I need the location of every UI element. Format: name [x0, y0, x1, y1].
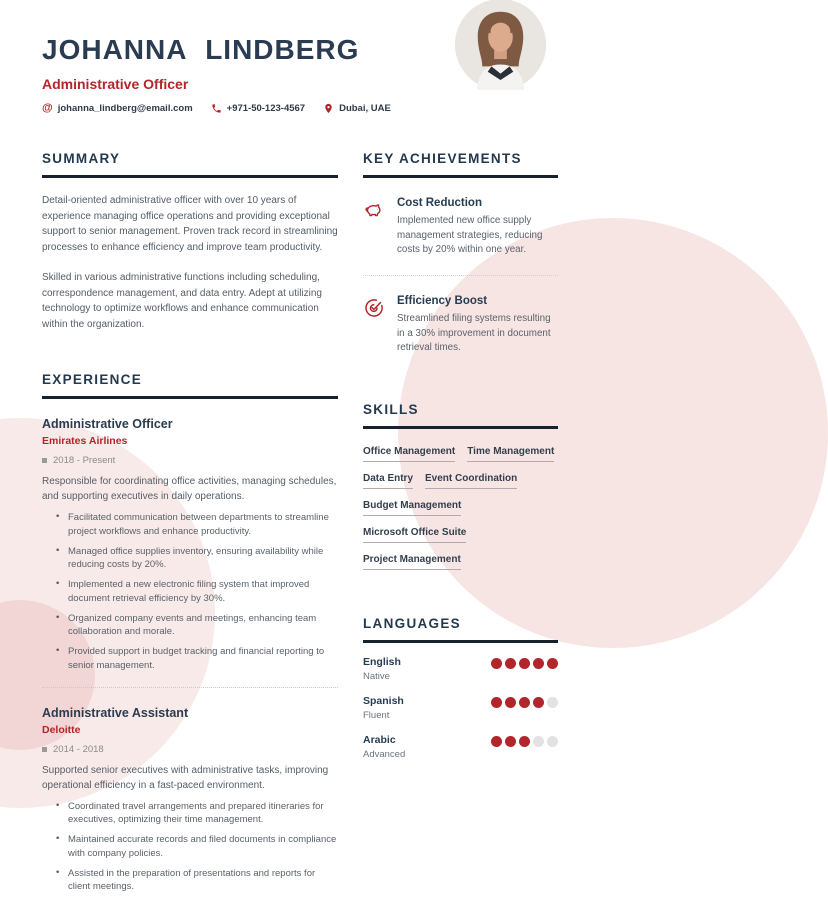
- job-bullet-list: [56, 511, 338, 673]
- job-bullet: • Provided support in budget tracking and financial reporting to senior management.: [56, 645, 338, 673]
- job-bullet: • Maintained accurate records and filed documents in compliance with company policies.: [56, 833, 338, 861]
- language-name: Spanish: [363, 695, 404, 708]
- achievement-content: [397, 295, 558, 356]
- achievements-divider: [363, 275, 558, 276]
- job-company: Deloitte: [42, 723, 81, 736]
- summary-paragraph: Skilled in various administrative functions including scheduling, correspondence management, and data entry. Adept at utilizing technology to optimize workflows and enhance communication within the organization.: [42, 272, 322, 330]
- skill-item: Office Management: [363, 446, 455, 462]
- heading-divider: [42, 175, 338, 178]
- language-level: Fluent: [363, 710, 390, 722]
- contact-row: [42, 102, 558, 114]
- resume-header: [0, 0, 600, 114]
- person-name: JOHANNA LINDBERG: [42, 34, 360, 65]
- experience-divider: [42, 687, 338, 688]
- target-check-icon: [363, 295, 385, 319]
- person-job-title: Administrative Officer: [42, 76, 189, 92]
- achievement-description: Streamlined filing systems resulting in a 30% improvement in document retrieval times.: [397, 313, 551, 354]
- job-dates-label: 2014 - 2018: [53, 743, 104, 755]
- language-level-dot: [491, 697, 502, 708]
- language-level-dot: [547, 658, 558, 669]
- language-level-dot: [533, 658, 544, 669]
- key-achievements-section: [363, 151, 558, 356]
- email-at-icon: @: [42, 102, 53, 114]
- key-achievements-heading: KEY ACHIEVEMENTS: [363, 151, 522, 166]
- summary-heading: SUMMARY: [42, 151, 121, 166]
- skill-item: Time Management: [467, 446, 554, 462]
- language-info: [363, 656, 401, 682]
- contact-location[interactable]: [323, 103, 391, 114]
- experience-entry: [42, 417, 338, 673]
- job-dates: [42, 744, 338, 755]
- heading-divider: [363, 175, 558, 178]
- job-bullet: • Organized company events and meetings, enhancing team collaboration and morale.: [56, 612, 338, 640]
- job-description: Responsible for coordinating office activities, managing schedules, and supporting executives in daily operations.: [42, 476, 337, 502]
- avatar-illustration: [455, 0, 546, 90]
- contact-location-label: Dubai, UAE: [339, 102, 391, 114]
- language-row: [363, 656, 558, 682]
- language-level-dot: [519, 697, 530, 708]
- achievement-title: Cost Reduction: [397, 197, 482, 209]
- heading-divider: [363, 640, 558, 643]
- language-level-dot: [533, 697, 544, 708]
- skill-item: Microsoft Office Suite: [363, 527, 466, 543]
- skill-item: Data Entry: [363, 473, 413, 489]
- date-square-icon: [42, 458, 47, 463]
- language-level-dot: [505, 736, 516, 747]
- language-info: [363, 734, 405, 760]
- achievement-title: Efficiency Boost: [397, 295, 488, 308]
- skill-item: Event Coordination: [425, 473, 517, 489]
- summary-paragraph: Detail-oriented administrative officer with over 10 years of experience managing office operations and providing exceptional support to senior management. Proven track record in streamlining processes to enhance efficiency and improve team productivity.: [42, 195, 338, 253]
- language-dots: [491, 736, 558, 747]
- job-title: Administrative Officer: [42, 417, 173, 431]
- language-level-dot: [533, 736, 544, 747]
- achievement-item: [363, 197, 558, 258]
- language-name: English: [363, 656, 401, 669]
- language-level-dot: [547, 736, 558, 747]
- language-row: [363, 734, 558, 760]
- skills-heading: SKILLS: [363, 402, 419, 418]
- language-level-dot: [491, 736, 502, 747]
- language-name: Arabic: [363, 734, 396, 747]
- contact-phone-label: +971-50-123-4567: [226, 102, 306, 114]
- job-bullet: • Implemented a new electronic filing system that improved document retrieval efficiency by 30%.: [56, 578, 338, 606]
- skill-item: Project Management: [363, 554, 461, 570]
- summary-section: [42, 151, 338, 332]
- date-square-icon: [42, 747, 47, 752]
- phone-icon: [211, 103, 222, 114]
- job-bullet: • Assisted in the preparation of presentations and reports for client meetings.: [56, 867, 338, 895]
- piggy-bank-icon: [363, 197, 385, 221]
- achievement-content: [397, 197, 558, 258]
- experience-entry: [42, 706, 338, 895]
- achievement-item: [363, 295, 558, 356]
- contact-phone[interactable]: [211, 103, 305, 114]
- job-bullet: • Facilitated communication between departments to streamline project workflows and enhance productivity.: [56, 511, 338, 539]
- language-level-dot: [519, 736, 530, 747]
- skills-section: [363, 402, 558, 570]
- language-level-dot: [519, 658, 530, 669]
- language-level-dot: [491, 658, 502, 669]
- job-dates-label: 2018 - Present: [53, 455, 116, 466]
- contact-email-label: johanna_lindberg@email.com: [57, 102, 193, 114]
- heading-divider: [42, 396, 338, 399]
- experience-section: [42, 372, 338, 894]
- language-level: Advanced: [363, 749, 406, 761]
- language-level-dot: [505, 658, 516, 669]
- job-bullet-list: [56, 800, 338, 895]
- languages-section: [363, 616, 558, 760]
- contact-email[interactable]: [42, 102, 193, 114]
- experience-heading: EXPERIENCE: [42, 372, 143, 387]
- profile-photo: [455, 0, 546, 90]
- job-company: Emirates Airlines: [42, 435, 128, 447]
- job-description: Supported senior executives with administrative tasks, improving operational efficiency in a fast-paced environment.: [42, 764, 329, 791]
- job-dates: [42, 455, 338, 466]
- location-pin-icon: [323, 103, 334, 114]
- skill-list: [363, 446, 558, 570]
- language-level: Native: [363, 671, 390, 683]
- job-title: Administrative Assistant: [42, 705, 189, 720]
- languages-heading: LANGUAGES: [363, 616, 461, 632]
- heading-divider: [363, 426, 558, 429]
- language-dots: [491, 697, 558, 708]
- skill-item: Budget Management: [363, 500, 461, 516]
- job-bullet: • Managed office supplies inventory, ensuring availability while reducing costs by 20%.: [56, 545, 338, 573]
- language-row: [363, 695, 558, 721]
- language-level-dot: [505, 697, 516, 708]
- language-dots: [491, 658, 558, 669]
- language-level-dot: [547, 697, 558, 708]
- job-bullet: • Coordinated travel arrangements and prepared itineraries for executives, optimizing their time management.: [56, 800, 338, 828]
- achievement-description: Implemented new office supply management strategies, reducing costs by 20% within one year.: [397, 215, 543, 256]
- language-info: [363, 695, 404, 721]
